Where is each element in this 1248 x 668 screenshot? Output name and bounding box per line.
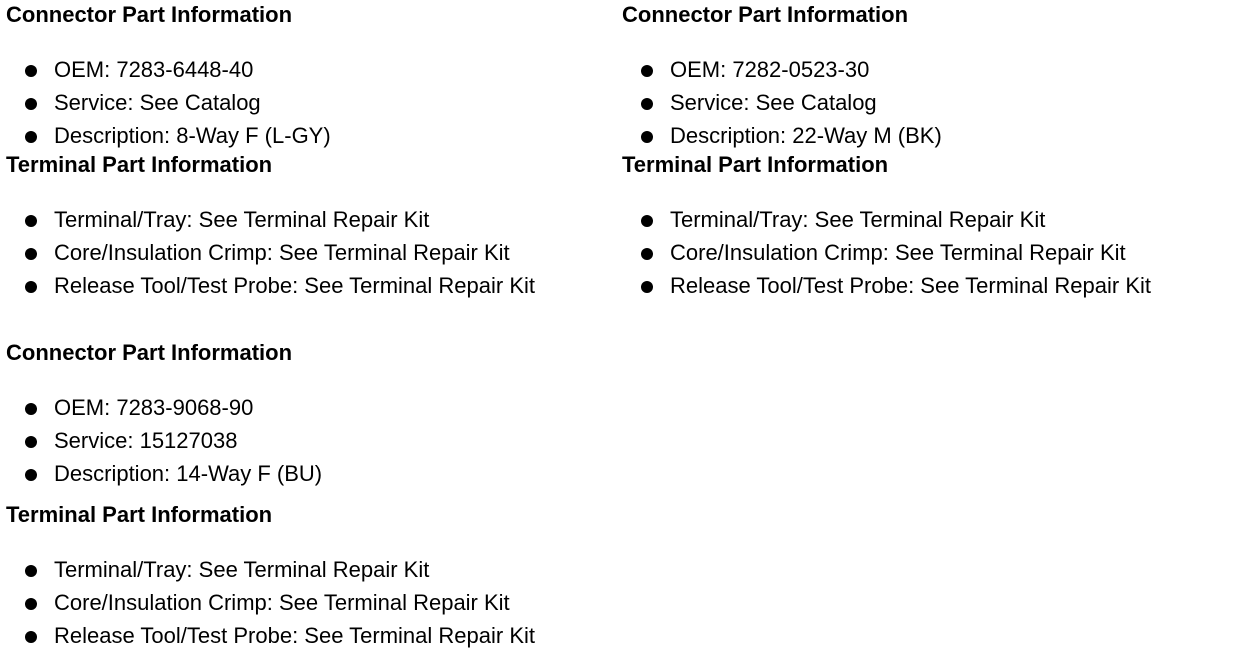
- bullet-icon: [25, 215, 37, 227]
- bullet-icon: [25, 281, 37, 293]
- bullet-icon: [25, 565, 37, 577]
- connector-oem-item: [6, 53, 535, 86]
- connector-block-2: [622, 2, 1151, 302]
- terminal-tray-item: [6, 203, 535, 236]
- terminal-tool-item: [622, 269, 1151, 302]
- item-text: Service: See Catalog: [670, 90, 877, 115]
- item-text: Terminal/Tray: See Terminal Repair Kit: [670, 207, 1046, 232]
- item-text: Description: 22-Way M (BK): [670, 123, 942, 148]
- terminal-tool-item: [6, 269, 535, 302]
- bullet-icon: [25, 469, 37, 481]
- terminal-part-list: [622, 203, 1151, 302]
- item-text: Description: 14-Way F (BU): [54, 461, 323, 486]
- bullet-icon: [25, 631, 37, 643]
- item-text: Release Tool/Test Probe: See Terminal Repair Kit: [54, 623, 535, 648]
- bullet-icon: [25, 436, 37, 448]
- terminal-crimp-item: [6, 236, 535, 269]
- bullet-icon: [25, 65, 37, 77]
- item-text: Terminal/Tray: See Terminal Repair Kit: [54, 207, 430, 232]
- terminal-tray-item: [6, 553, 535, 586]
- terminal-tray-item: [622, 203, 1151, 236]
- terminal-part-heading: Terminal Part Information: [622, 152, 889, 177]
- item-text: Service: 15127038: [54, 428, 238, 453]
- item-text: Core/Insulation Crimp: See Terminal Repair Kit: [54, 240, 510, 265]
- item-text: Release Tool/Test Probe: See Terminal Repair Kit: [54, 273, 535, 298]
- item-text: Service: See Catalog: [54, 90, 261, 115]
- connector-service-item: [6, 86, 535, 119]
- item-text: Release Tool/Test Probe: See Terminal Repair Kit: [670, 273, 1151, 298]
- bullet-icon: [641, 215, 653, 227]
- connector-block-3: [6, 340, 535, 652]
- bullet-icon: [25, 98, 37, 110]
- terminal-part-heading: Terminal Part Information: [6, 152, 273, 177]
- bullet-icon: [641, 65, 653, 77]
- bullet-icon: [641, 248, 653, 260]
- connector-service-item: [622, 86, 1151, 119]
- terminal-tool-item: [6, 619, 535, 652]
- item-text: Terminal/Tray: See Terminal Repair Kit: [54, 557, 430, 582]
- connector-description-item: [6, 457, 535, 490]
- connector-part-list: [6, 391, 535, 490]
- item-text: Core/Insulation Crimp: See Terminal Repair Kit: [670, 240, 1126, 265]
- connector-part-heading: Connector Part Information: [6, 340, 293, 365]
- bullet-icon: [641, 131, 653, 143]
- item-text: Core/Insulation Crimp: See Terminal Repair Kit: [54, 590, 510, 615]
- connector-description-item: [6, 119, 535, 152]
- terminal-crimp-item: [622, 236, 1151, 269]
- bullet-icon: [25, 248, 37, 260]
- connector-service-item: [6, 424, 535, 457]
- connector-block-1: [6, 2, 535, 302]
- bullet-icon: [25, 403, 37, 415]
- terminal-part-heading: Terminal Part Information: [6, 502, 273, 527]
- connector-part-heading: Connector Part Information: [622, 2, 909, 27]
- bullet-icon: [25, 131, 37, 143]
- item-text: OEM: 7283-9068-90: [54, 395, 254, 420]
- connector-part-list: [622, 53, 1151, 152]
- bullet-icon: [25, 598, 37, 610]
- connector-description-item: [622, 119, 1151, 152]
- item-text: OEM: 7283-6448-40: [54, 57, 254, 82]
- terminal-part-list: [6, 203, 535, 302]
- connector-part-heading: Connector Part Information: [6, 2, 293, 27]
- item-text: OEM: 7282-0523-30: [670, 57, 870, 82]
- terminal-part-list: [6, 553, 535, 652]
- terminal-crimp-item: [6, 586, 535, 619]
- connector-part-list: [6, 53, 535, 152]
- connector-oem-item: [622, 53, 1151, 86]
- bullet-icon: [641, 98, 653, 110]
- item-text: Description: 8-Way F (L-GY): [54, 123, 331, 148]
- bullet-icon: [641, 281, 653, 293]
- connector-oem-item: [6, 391, 535, 424]
